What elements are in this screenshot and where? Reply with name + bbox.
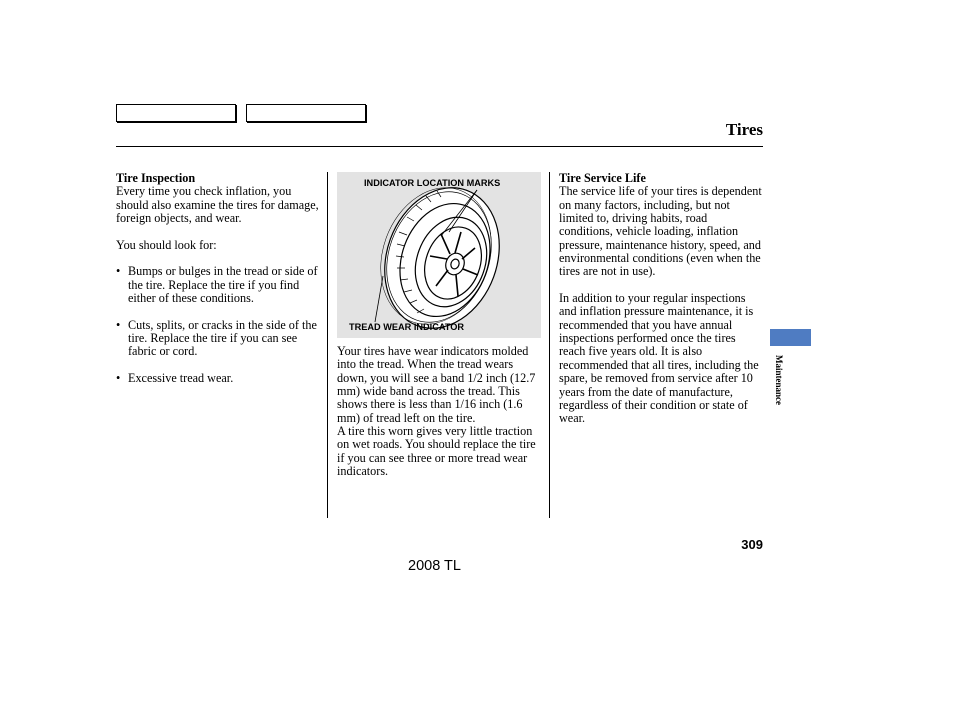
bullet-symbol: • — [116, 317, 121, 332]
annual-inspection-paragraph: In addition to your regular inspections and inflation pressure maintenance, it is recommended that you have annual inspections performed once the tires reach five years old. It is also recommended that all tires, including the spare, be removed from service after 10 years from the date of manufacture, regardless of their condition or state of wear. — [559, 291, 759, 426]
nav-button-previous[interactable] — [116, 104, 236, 122]
traction-paragraph: A tire this worn gives very little traction on wet roads. You should replace the tire if you can see three or more tread wear indicators. — [337, 424, 536, 479]
bullet-item — [116, 372, 322, 385]
bullet-symbol: • — [116, 264, 121, 279]
column-divider — [327, 172, 328, 518]
wear-indicator-paragraph: Your tires have wear indicators molded into the tread. When the tread wears down, you will see a band 1/2 inch (12.7 mm) wide band across the tread. This shows there is less than 1/16 inch (1.6 mm) of tread left on the tire. — [337, 344, 536, 425]
left-column — [116, 172, 322, 386]
tread-wear-indicator-label: TREAD WEAR INDICATOR — [349, 322, 465, 332]
bullet-item — [116, 319, 322, 359]
tire-illustration — [337, 172, 541, 338]
bullet-item — [116, 265, 322, 305]
bullet-text: Excessive tread wear. — [128, 371, 234, 386]
nav-button-next[interactable] — [246, 104, 366, 122]
header-rule — [116, 146, 763, 147]
column-divider — [549, 172, 550, 518]
tire-inspection-intro: Every time you check inflation, you should also examine the tires for damage, foreign objects, and wear. — [116, 184, 319, 226]
footer-model: 2008 TL — [408, 558, 461, 574]
maintenance-tab[interactable] — [770, 329, 811, 346]
section-title: Tires — [725, 120, 763, 139]
indicator-location-marks-label: INDICATOR LOCATION MARKS — [364, 178, 501, 188]
service-life-paragraph: The service life of your tires is dependent on many factors, including, but not limited to, driving habits, road conditions, vehicle loading, inflation pressure, maintenance history, speed, and environmental conditions (even when the tires are not in use). — [559, 184, 762, 279]
middle-column — [337, 345, 543, 478]
tire-service-life-heading: Tire Service Life — [559, 171, 646, 185]
bullet-text: Cuts, splits, or cracks in the side of the tire. Replace the tire if you can see fabric or cord. — [128, 317, 317, 359]
look-for-text: You should look for: — [116, 237, 217, 252]
bullet-symbol: • — [116, 371, 121, 386]
tire-drawing — [337, 172, 541, 338]
page-number: 309 — [741, 537, 763, 552]
tire-inspection-heading: Tire Inspection — [116, 171, 196, 185]
maintenance-label-text: Maintenance — [774, 355, 784, 405]
bullet-text: Bumps or bulges in the tread or side of the tire. Replace the tire if you find either of these conditions. — [128, 264, 318, 306]
right-column — [559, 172, 763, 426]
